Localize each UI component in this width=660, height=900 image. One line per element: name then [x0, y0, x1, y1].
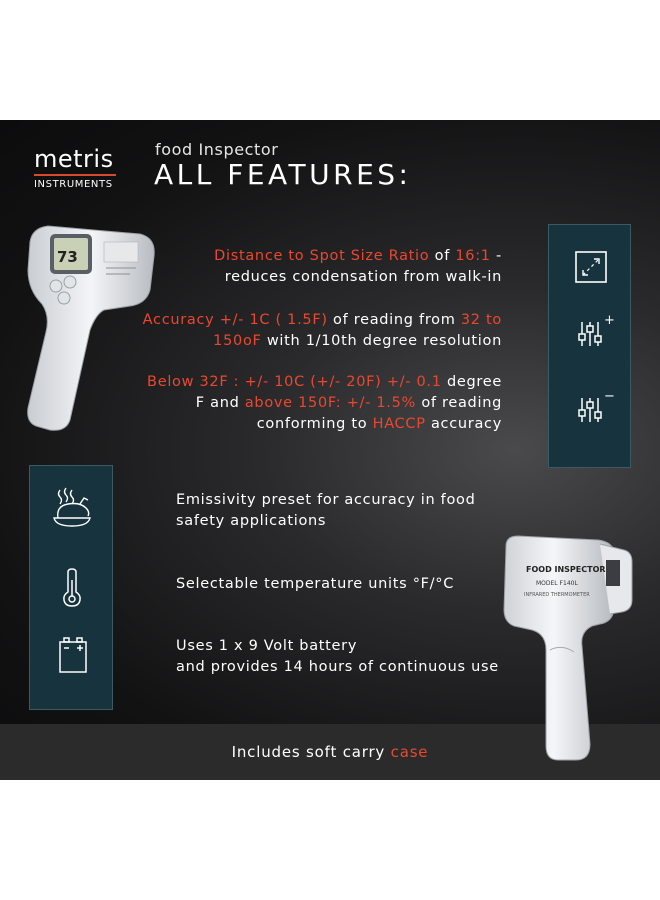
distance-ratio-icon	[574, 250, 608, 284]
feature2-resolution: with 1/10th degree resolution	[261, 333, 502, 349]
feature-accuracy	[143, 310, 502, 352]
range-start: 32 to	[460, 312, 502, 328]
feature3-degree: degree	[441, 374, 502, 390]
device-label-model: MODEL F140L	[536, 580, 578, 587]
feature-spot-ratio	[214, 246, 502, 288]
feature6-line1: Uses 1 x 9 Volt battery	[176, 638, 358, 654]
sliders-plus-icon	[576, 312, 616, 350]
plus-sign: +	[604, 313, 615, 328]
feature-banner	[0, 120, 660, 780]
metris-logo	[34, 146, 116, 190]
feature1-line2: reduces condensation from walk-in	[224, 269, 502, 285]
page-subtitle: food Inspector	[155, 140, 279, 159]
logo-underline	[34, 174, 116, 176]
spot-ratio-value: 16:1	[455, 248, 491, 264]
feature-battery	[176, 636, 499, 678]
feature-units	[176, 574, 454, 595]
device-label-brand: FOOD INSPECTOR	[526, 565, 606, 574]
feature3-conforming: conforming to	[256, 416, 373, 432]
spot-ratio-label: Distance to Spot Size Ratio	[214, 248, 430, 264]
footer-text: Includes soft carry	[231, 743, 391, 761]
feature1-dash: -	[490, 248, 502, 264]
feature4-line2: safety applications	[176, 513, 327, 529]
haccp-label: HACCP	[372, 416, 426, 432]
feature3-text: F and	[195, 395, 245, 411]
feature-extended-accuracy	[147, 372, 502, 435]
accuracy-label: Accuracy +/- 1C ( 1.5F)	[142, 312, 328, 328]
feature4-line1: Emissivity preset for accuracy in food	[176, 492, 476, 508]
footer-highlight: case	[390, 743, 429, 761]
battery-icon	[58, 636, 88, 674]
feature2-text: of reading from	[327, 312, 461, 328]
device-label-type: INFRARED THERMOMETER	[524, 592, 590, 598]
feature-emissivity	[176, 490, 476, 532]
range-end: 150oF	[213, 333, 262, 349]
sliders-minus-icon	[576, 388, 616, 428]
thermometer-device-front	[20, 220, 160, 435]
roast-chicken-icon	[50, 486, 94, 530]
below-32-accuracy: Below 32F : +/- 10C (+/- 20F) +/- 0.1	[147, 374, 442, 390]
feature3-accuracy: accuracy	[425, 416, 502, 432]
thermometer-device-side	[488, 530, 648, 770]
logo-brand: metris	[34, 145, 114, 173]
device-display-value: 73	[57, 248, 78, 266]
feature5-line1: Selectable temperature units °F/°C	[176, 576, 455, 592]
feature3-reading: of reading	[416, 395, 502, 411]
feature6-line2: and provides 14 hours of continuous use	[176, 659, 499, 675]
page-title: ALL FEATURES:	[154, 158, 412, 191]
above-150-accuracy: above 150F: +/- 1.5%	[244, 395, 417, 411]
feature1-text: of	[429, 248, 456, 264]
thermometer-icon	[60, 568, 84, 608]
logo-sub: INSTRUMENTS	[34, 179, 113, 190]
minus-sign: −	[604, 389, 615, 404]
